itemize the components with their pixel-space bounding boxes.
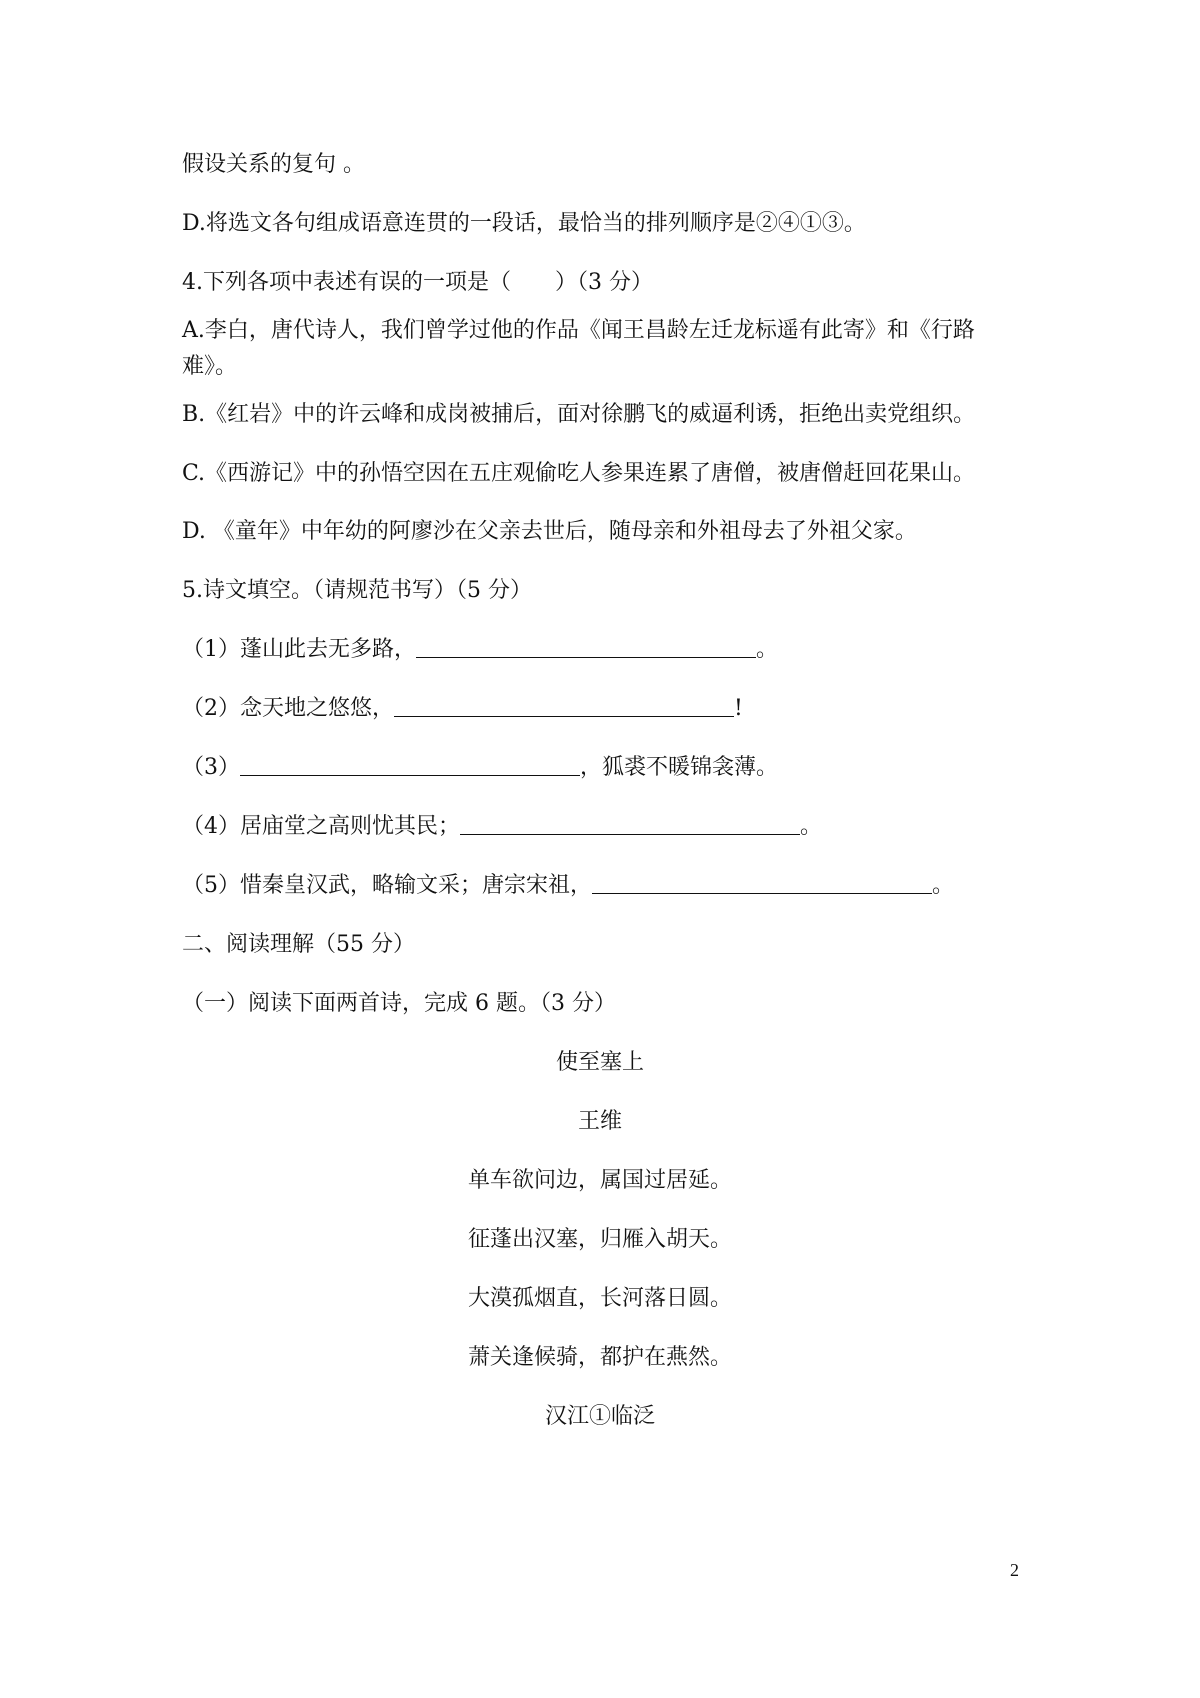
answer-blank-4[interactable] — [460, 810, 800, 835]
question-4-option-b: B.《红岩》中的许云峰和成岗被捕后，面对徐鹏飞的威逼利诱，拒绝出卖党组织。 — [182, 402, 976, 427]
fill-blank-4 — [182, 809, 822, 845]
subsection-1-heading: （一）阅读下面两首诗，完成 6 题。（3 分） — [182, 991, 616, 1016]
option-d-previous: D.将选文各句组成语意连贯的一段话，最恰当的排列顺序是②④①③。 — [182, 211, 866, 236]
fill-blank-3-end: ，狐裘不暖锦衾薄。 — [580, 755, 779, 780]
poem-1-line-1: 单车欲问边，属国过居延。 — [467, 1168, 732, 1193]
section-2-heading: 二、阅读理解（55 分） — [182, 932, 415, 957]
fill-blank-1 — [182, 632, 778, 668]
fill-blank-3-prompt: （3） — [182, 755, 240, 780]
answer-blank-2[interactable] — [394, 692, 734, 717]
paragraph-continuation: 假设关系的复句 。 — [182, 152, 365, 177]
poem-1-line-3: 大漠孤烟直，长河落日圆。 — [467, 1286, 732, 1311]
poem-1-line-2: 征蓬出汉塞，归雁入胡天。 — [467, 1227, 732, 1252]
poem-2-title: 汉江①临泛 — [544, 1404, 655, 1429]
answer-blank-5[interactable] — [592, 869, 932, 894]
fill-blank-5 — [182, 868, 954, 904]
question-4: 4.下列各项中表述有误的一项是（ ）（3 分） — [182, 270, 653, 295]
fill-blank-2-prompt: （2）念天地之悠悠， — [182, 696, 394, 721]
question-4-option-a: A.李白，唐代诗人，我们曾学过他的作品《闻王昌龄左迁龙标遥有此寄》和《行路难》。 — [182, 318, 975, 379]
question-4-option-d: D. 《童年》中年幼的阿廖沙在父亲去世后，随母亲和外祖母去了外祖父家。 — [182, 519, 917, 544]
poem-1-line-4: 萧关逢候骑，都护在燕然。 — [467, 1345, 732, 1370]
fill-blank-5-end: 。 — [932, 873, 955, 898]
poem-1-title: 使至塞上 — [555, 1050, 644, 1075]
answer-blank-1[interactable] — [416, 633, 756, 658]
answer-blank-3[interactable] — [240, 751, 580, 776]
question-4-option-c: C.《西游记》中的孙悟空因在五庄观偷吃人参果连累了唐僧，被唐僧赶回花果山。 — [182, 461, 976, 486]
fill-blank-1-end: 。 — [756, 637, 779, 662]
fill-blank-2-end: ! — [734, 696, 743, 721]
fill-blank-3 — [182, 750, 778, 786]
fill-blank-1-prompt: （1）蓬山此去无多路， — [182, 637, 416, 662]
fill-blank-5-prompt: （5）惜秦皇汉武，略输文采；唐宗宋祖， — [182, 873, 592, 898]
fill-blank-4-end: 。 — [800, 814, 823, 839]
poem-1-author: 王维 — [577, 1109, 622, 1134]
fill-blank-4-prompt: （4）居庙堂之高则忧其民； — [182, 814, 460, 839]
page-number: 2 — [1010, 1560, 1019, 1580]
question-5: 5.诗文填空。（请规范书写）（5 分） — [182, 578, 532, 603]
fill-blank-2 — [182, 691, 743, 727]
